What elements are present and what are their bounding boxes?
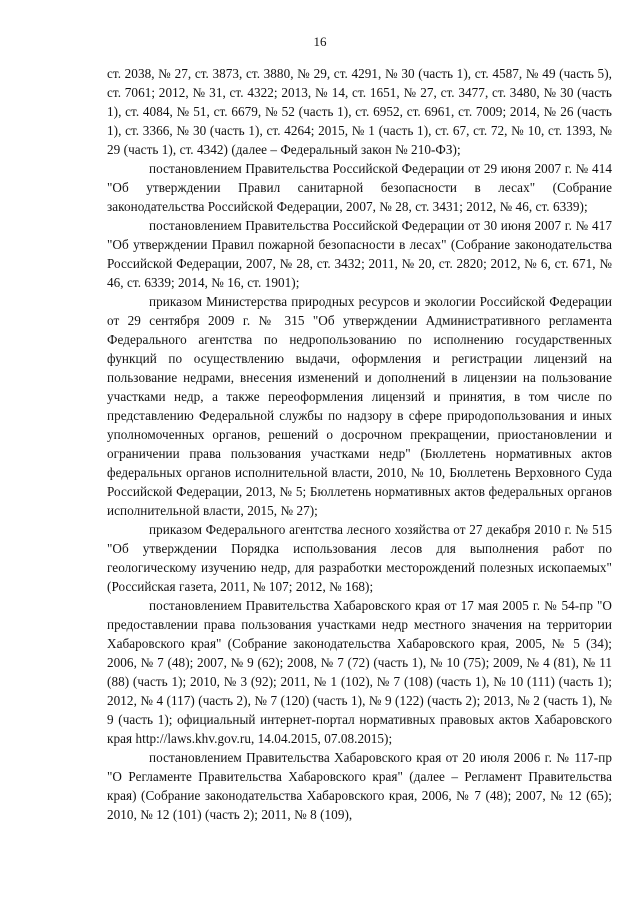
paragraph-order-315: приказом Министерства природных ресурсов и экологии Российской Федерации от 29 сентября 2009 г. № 315 "Об утверждении Административного регламента Федерального агентства по недропользованию по исполнению государственных функций по осуществлению выдачи, оформления и регистрации лицензий на пользование недрами, внесения изменений и дополнений в лицензии на пользование участками недр, а также переоформления лицензий и принятия, в том числе по представлению Федеральной службы по надзору в сфере природопользования и иных уполномоченных органов, решений о досрочном прекращении, приостановлении и ограничении права пользования участками недр" (Бюллетень нормативных актов федеральных органов исполнительной власти, 2010, № 10, Бюллетень Верховного Суда Российской Федерации, 2013, № 5; Бюллетень нормативных актов федеральных органов исполнительной власти, 2015, № 27); [107,294,612,518]
paragraph-resolution-54-pr: постановлением Правительства Хабаровского края от 17 мая 2005 г. № 54-пр "О предоставлении права пользования участками недр местного значения на территории Хабаровского края" (Собрание законодательства Хабаровского края, 2005, № 5 (34); 2006, № 7 (48); 2007, № 9 (62); 2008, № 7 (72) (часть 1), № 10 (75); 2009, № 4 (81), № 11 (88) (часть 1); 2010, № 3 (92); 2011, № 1 (102), № 7 (108) (часть 1), № 10 (111) (часть 1); 2012, № 4 (117) (часть 2), № 7 (120) (часть 1), № 9 (122) (часть 2); 2013, № 2 (часть 1), № 9 (часть 1); официальный интернет-портал нормативных правовых актов Хабаровского края http://laws.khv.gov.ru, 14.04.2015, 07.08.2015); [107,598,612,746]
paragraph-order-515: приказом Федерального агентства лесного хозяйства от 27 декабря 2010 г. № 515 "Об утверждении Порядка использования лесов для выполнения работ по геологическому изучению недр, для разработки месторождений полезных ископаемых" (Российская газета, 2011, № 107; 2012, № 168); [107,522,612,594]
paragraph-resolution-417: постановлением Правительства Российской Федерации от 30 июня 2007 г. № 417 "Об утверждении Правил пожарной безопасности в лесах" (Собрание законодательства Российской Федерации, 2007, № 28, ст. 3432; 2011, № 20, ст. 2820; 2012, № 6, ст. 671, № 46, ст. 6339; 2014, № 16, ст. 1901); [107,218,612,290]
paragraph-federal-law-210-continuation: ст. 2038, № 27, ст. 3873, ст. 3880, № 29, ст. 4291, № 30 (часть 1), ст. 4587, № 49 (часть 5), ст. 7061; 2012, № 31, ст. 4322; 2013, № 14, ст. 1651, № 27, ст. 3477, ст. 3480, № 30 (часть 1), ст. 4084, № 51, ст. 6679, № 52 (часть 1), ст. 6952, ст. 6961, ст. 7009; 2014, № 26 (часть 1), ст. 3366, № 30 (часть 1), ст. 4264; 2015, № 1 (часть 1), ст. 67, ст. 72, № 10, ст. 1393, № 29 (часть 1), ст. 4342) (далее – Федеральный закон № 210-ФЗ); [107,66,612,157]
document-body [107,64,612,824]
paragraph-resolution-117-pr: постановлением Правительства Хабаровского края от 20 июля 2006 г. № 117-пр "О Регламенте Правительства Хабаровского края" (далее – Регламент Правительства края) (Собрание законодательства Хабаровского края, 2006, № 7 (48); 2007, № 12 (65); 2010, № 12 (101) (часть 2); 2011, № 8 (109), [107,750,612,822]
paragraph-resolution-414: постановлением Правительства Российской Федерации от 29 июня 2007 г. № 414 "Об утверждении Правил санитарной безопасности в лесах" (Собрание законодательства Российской Федерации, 2007, № 28, ст. 3431; 2012, № 46, ст. 6339); [107,161,612,214]
page-number: 16 [313,34,327,49]
